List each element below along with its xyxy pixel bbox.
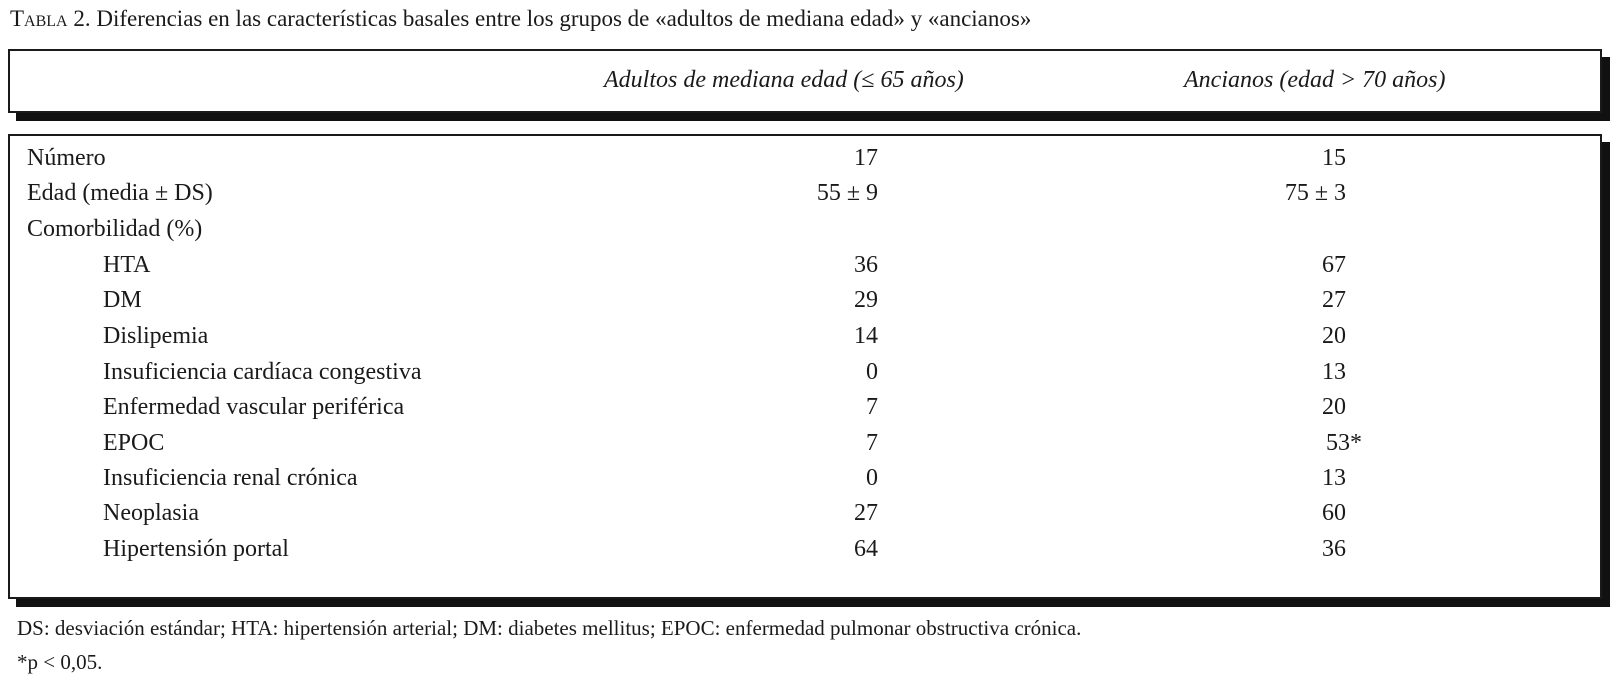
table-row-numero xyxy=(10,145,1600,181)
cell-middle-aged: 27 xyxy=(854,500,878,526)
row-label: Insuficiencia renal crónica xyxy=(103,465,358,491)
cell-middle-aged: 64 xyxy=(854,536,878,562)
row-label: Comorbilidad (%) xyxy=(27,216,203,242)
table-row-dm xyxy=(10,287,1600,323)
cell-elderly: 53* xyxy=(1326,430,1362,456)
row-label: Enfermedad vascular periférica xyxy=(103,394,405,420)
cell-elderly: 67 xyxy=(1322,252,1346,278)
row-label: DM xyxy=(103,287,142,313)
footnote-significance: *p < 0,05. xyxy=(17,650,103,674)
cell-elderly: 13 xyxy=(1322,465,1346,491)
cell-elderly: 60 xyxy=(1322,500,1346,526)
table-row-epoc xyxy=(10,430,1600,466)
cell-middle-aged: 36 xyxy=(854,252,878,278)
row-label: Neoplasia xyxy=(103,500,199,526)
row-label: Edad (media ± DS) xyxy=(27,180,213,206)
column-header-middle-aged: Adultos de mediana edad (≤ 65 años) xyxy=(604,67,964,93)
table-row-dislipemia xyxy=(10,323,1600,359)
table-caption-text: Diferencias en las características basales entre los grupos de «adultos de mediana edad» y «ancianos» xyxy=(90,6,1032,31)
table-row-hipertension-portal xyxy=(10,536,1600,572)
cell-elderly: 13 xyxy=(1322,359,1346,385)
cell-middle-aged: 7 xyxy=(866,430,878,456)
row-label: Hipertensión portal xyxy=(103,536,289,562)
footnote-abbreviations: DS: desviación estándar; HTA: hipertensión arterial; DM: diabetes mellitus; EPOC: enfermedad pulmonar obstructiva crónica. xyxy=(17,616,1082,640)
table-caption xyxy=(10,6,1031,32)
row-label: Número xyxy=(27,145,106,171)
table-row-comorbilidad xyxy=(10,216,1600,252)
cell-middle-aged: 0 xyxy=(866,465,878,491)
table-row-evp xyxy=(10,394,1600,430)
column-header-elderly: Ancianos (edad > 70 años) xyxy=(1184,67,1446,93)
row-label: HTA xyxy=(103,252,151,278)
table-row-neoplasia xyxy=(10,500,1600,536)
cell-elderly: 15 xyxy=(1322,145,1346,171)
cell-middle-aged: 14 xyxy=(854,323,878,349)
cell-middle-aged: 7 xyxy=(866,394,878,420)
cell-elderly: 36 xyxy=(1322,536,1346,562)
cell-middle-aged: 17 xyxy=(854,145,878,171)
table-caption-label: Tabla 2. xyxy=(10,6,91,31)
table-row-hta xyxy=(10,252,1600,288)
table-row-irc xyxy=(10,465,1600,501)
cell-elderly: 20 xyxy=(1322,394,1346,420)
row-label: Insuficiencia cardíaca congestiva xyxy=(103,359,422,385)
row-label: Dislipemia xyxy=(103,323,209,349)
table-row-edad xyxy=(10,180,1600,216)
cell-elderly: 20 xyxy=(1322,323,1346,349)
row-label: EPOC xyxy=(103,430,165,456)
table-header xyxy=(8,49,1602,113)
cell-middle-aged: 29 xyxy=(854,287,878,313)
cell-middle-aged: 55 ± 9 xyxy=(816,180,878,206)
cell-elderly: 27 xyxy=(1322,287,1346,313)
cell-middle-aged: 0 xyxy=(866,359,878,385)
table-row-icc xyxy=(10,359,1600,395)
table-body xyxy=(8,134,1602,599)
cell-elderly: 75 ± 3 xyxy=(1284,180,1346,206)
